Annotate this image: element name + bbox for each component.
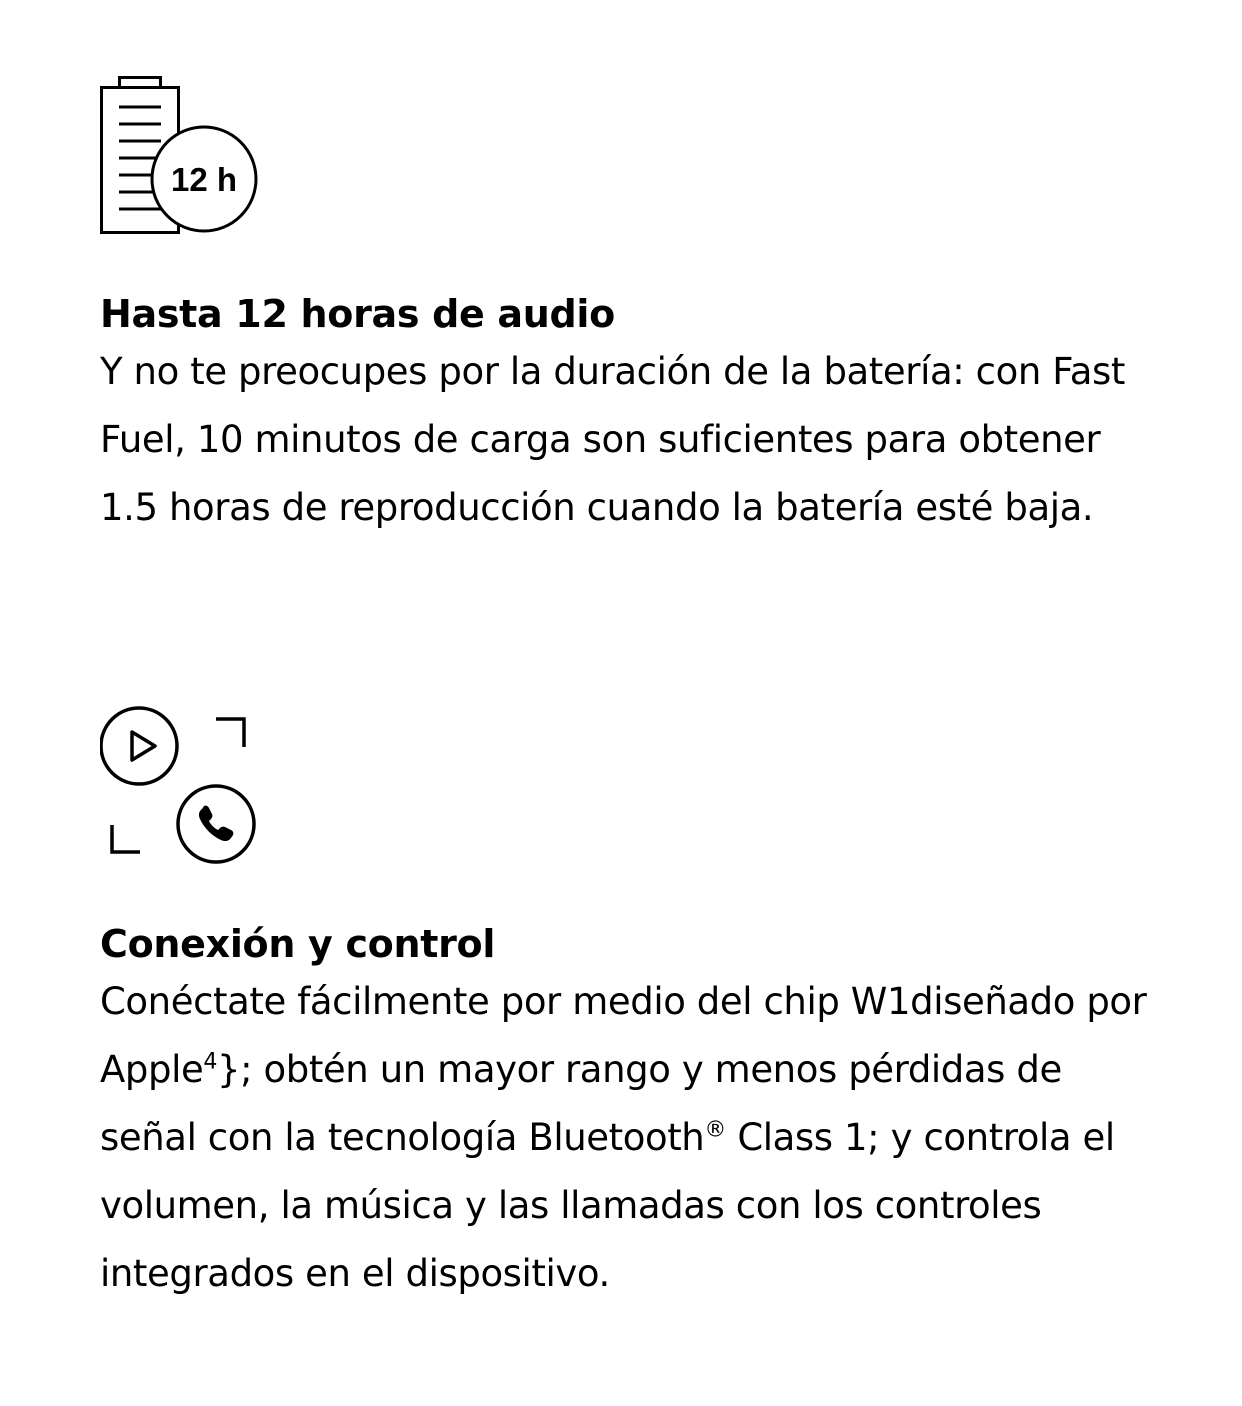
registered-mark: ®	[704, 1117, 726, 1143]
description-text: }; obtén un mayor rango y menos pérdidas de señal con la tecnología Bluetooth	[100, 1048, 1062, 1159]
battery-12h-icon	[100, 76, 1160, 236]
corner-bracket-bottom-left-icon	[112, 825, 140, 852]
corner-bracket-top-right-icon	[216, 719, 244, 747]
feature-description	[100, 968, 1160, 1308]
feature-title: Hasta 12 horas de audio	[100, 292, 615, 336]
play-circle-icon	[101, 708, 177, 784]
feature-battery-life	[100, 76, 1160, 542]
feature-description: Y no te preocupes por la duración de la batería: con Fast Fuel, 10 minutos de carga son suficientes para obtener 1.5 horas de reproducción cuando la batería esté baja.	[100, 350, 1125, 529]
play-icon	[132, 732, 155, 760]
description-text: Conéctate fácilmente por medio del chip W1diseñado por Apple	[100, 980, 1147, 1091]
footnote-marker: 4	[203, 1049, 217, 1075]
phone-icon	[199, 806, 233, 841]
feature-connection-control	[100, 706, 1160, 1308]
battery-hours-label: 12 h	[170, 161, 238, 198]
phone-circle-icon	[178, 786, 254, 862]
feature-title: Conexión y control	[100, 922, 496, 966]
description-text: Class 1; y controla el volumen, la música y las llamadas con los controles integrados en el dispositivo.	[100, 1116, 1115, 1295]
play-call-control-icon	[100, 706, 1160, 866]
